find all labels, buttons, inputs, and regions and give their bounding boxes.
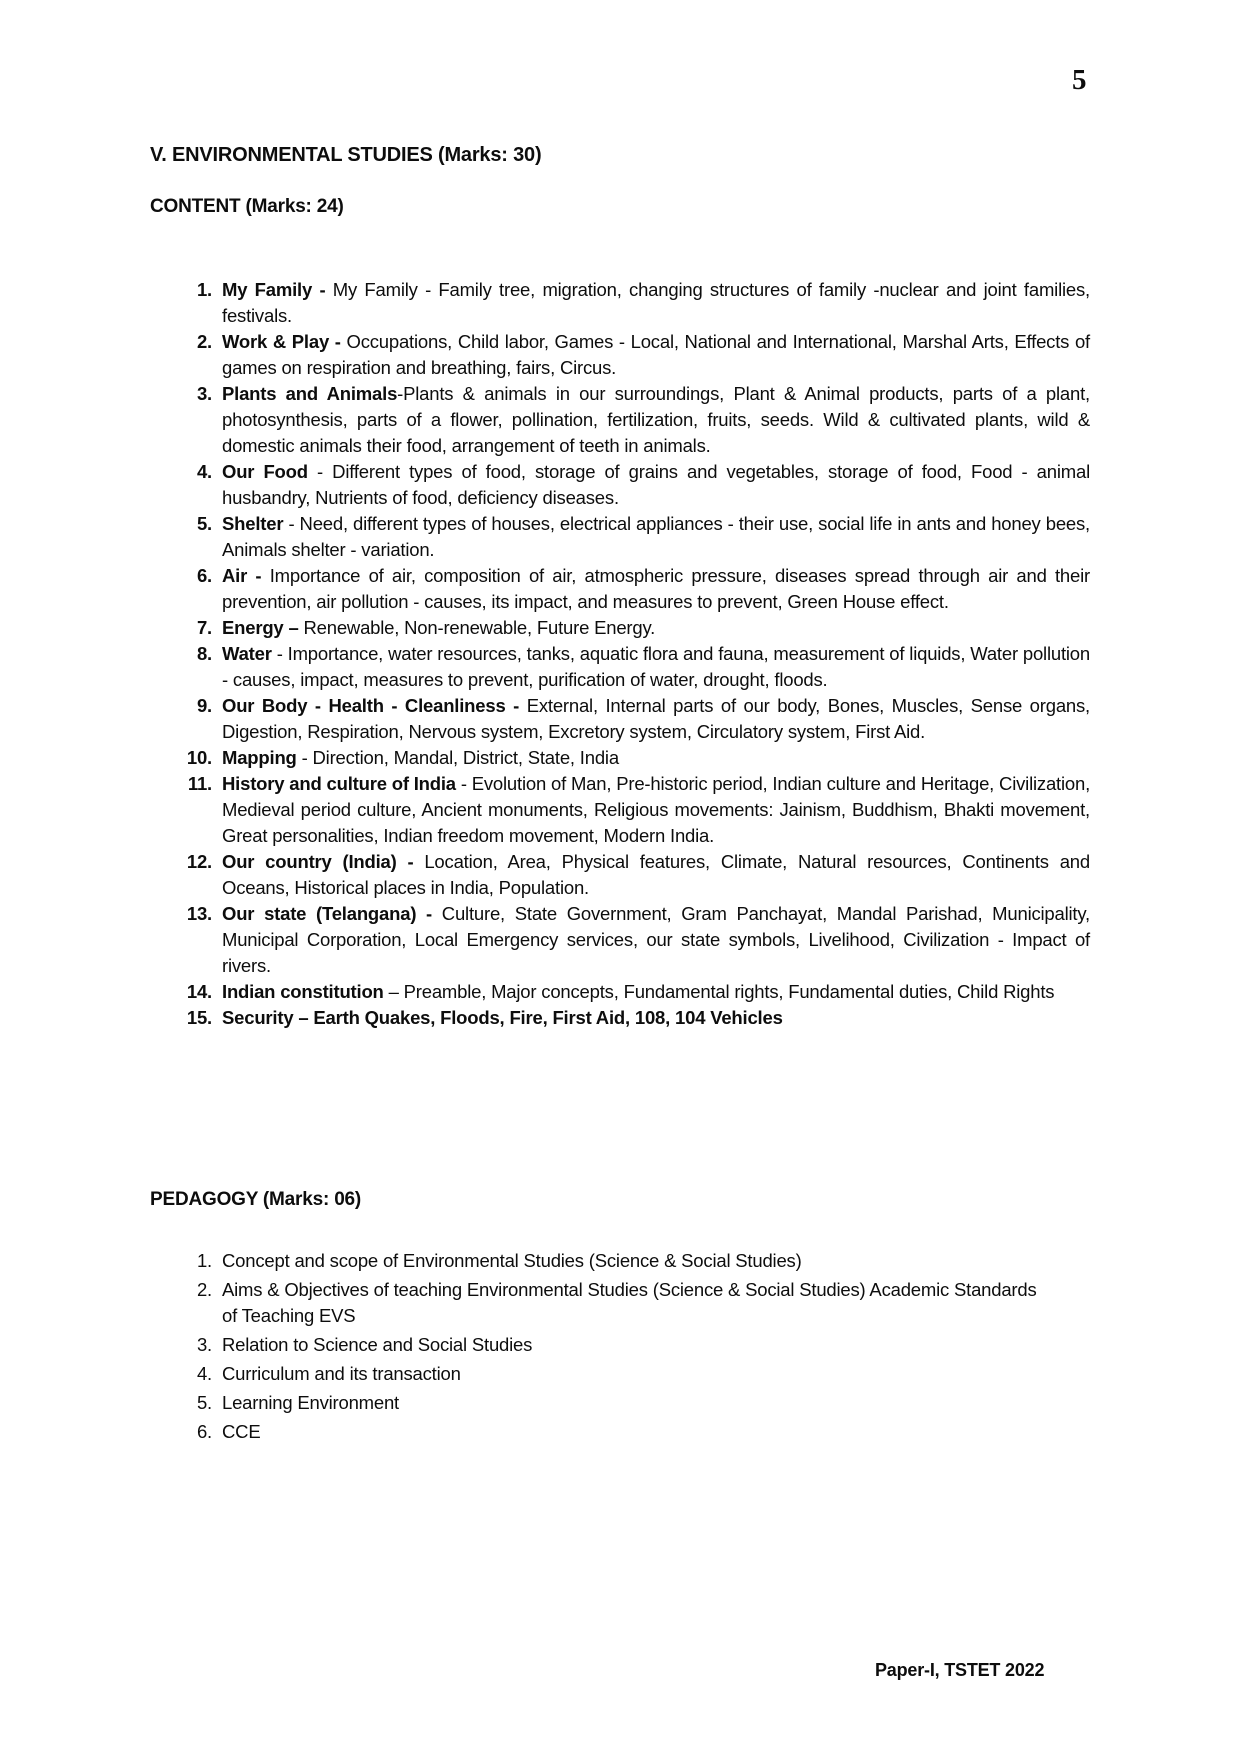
item-number: 5. (196, 1392, 212, 1413)
item-title: Our state (Telangana) - (222, 903, 442, 924)
pedagogy-item (185, 1277, 1065, 1329)
pedagogy-item (185, 1332, 1065, 1358)
item-body: Location, Area, Physical features, Climate, Natural resources, Continents and Oceans, Historical places in India, Population. (222, 851, 1090, 898)
item-body: -Plants & animals in our surroundings, Plant & Animal products, parts of a plant, photosynthesis, parts of a flower, pollination, fertilization, fruits, seeds. Wild & cultivated plants, wild & domestic animals their food, arrangement of teeth in animals. (222, 383, 1090, 456)
item-title: Our country (India) - (222, 851, 425, 872)
item-title: Water (222, 643, 272, 664)
item-body: Occupations, Child labor, Games - Local, National and International, Marshal Arts, Effects of games on respiration and breathing, fairs, Circus. (222, 331, 1090, 378)
item-number: 2. (196, 1279, 212, 1300)
section-title: V. ENVIRONMENTAL STUDIES (Marks: 30) (150, 144, 542, 166)
pedagogy-item (185, 1419, 1065, 1445)
item-title: History and culture of India (222, 773, 456, 794)
item-number: 4. (196, 1363, 212, 1384)
item-number: 5. (196, 513, 212, 534)
item-text (222, 745, 1090, 771)
content-list (185, 277, 1090, 1031)
content-heading: CONTENT (Marks: 24) (150, 196, 344, 217)
pedagogy-list (185, 1248, 1065, 1448)
item-body: - Importance, water resources, tanks, aquatic flora and fauna, measurement of liquids, Water pollution - causes, impact, measures to prevent, purification of water, drought, floods. (222, 643, 1090, 690)
content-item (185, 615, 1090, 641)
content-item (185, 979, 1090, 1005)
pedagogy-item (185, 1390, 1065, 1416)
pedagogy-item (185, 1361, 1065, 1387)
item-title: Energy – (222, 617, 304, 638)
item-text: Concept and scope of Environmental Studies (Science & Social Studies) (222, 1250, 802, 1271)
item-body: External, Internal parts of our body, Bones, Muscles, Sense organs, Digestion, Respiration, Nervous system, Excretory system, Circulatory system, First Aid. (222, 695, 1090, 742)
item-body: Earth Quakes, Floods, Fire, First Aid, 108, 104 Vehicles (313, 1007, 783, 1028)
content-item (185, 511, 1090, 563)
content-item (185, 381, 1090, 459)
item-number: 7. (196, 617, 212, 638)
item-text (222, 849, 1090, 901)
content-item (185, 329, 1090, 381)
item-text (222, 979, 1090, 1005)
item-text: Aims & Objectives of teaching Environmental Studies (Science & Social Studies) Academic Standards of Teaching EVS (222, 1279, 1037, 1326)
item-number: 13. (186, 903, 212, 924)
item-number: 15. (186, 1007, 212, 1028)
item-body: Importance of air, composition of air, atmospheric pressure, diseases spread through air and their prevention, air pollution - causes, its impact, and measures to prevent, Green House effect. (222, 565, 1090, 612)
item-title: Indian constitution (222, 981, 384, 1002)
item-title: Plants and Animals (222, 383, 398, 404)
item-body: My Family - Family tree, migration, changing structures of family -nuclear and joint families, festivals. (222, 279, 1090, 326)
item-number: 8. (196, 643, 212, 664)
item-number: 9. (196, 695, 212, 716)
item-text (222, 277, 1090, 329)
content-item (185, 693, 1090, 745)
item-text: Relation to Science and Social Studies (222, 1334, 533, 1355)
page-number: 5 (1072, 64, 1087, 96)
content-item (185, 641, 1090, 693)
content-item (185, 1005, 1090, 1031)
item-number: 4. (196, 461, 212, 482)
item-number: 1. (196, 279, 212, 300)
item-text (222, 381, 1090, 459)
item-body: – Preamble, Major concepts, Fundamental rights, Fundamental duties, Child Rights (383, 981, 1055, 1002)
footer-label: Paper-I, TSTET 2022 (875, 1660, 1045, 1680)
pedagogy-item (185, 1248, 1065, 1274)
item-text (222, 641, 1090, 693)
item-number: 6. (196, 1421, 212, 1442)
item-title: Our Food (222, 461, 308, 482)
item-number: 3. (196, 383, 212, 404)
item-body: - Different types of food, storage of grains and vegetables, storage of food, Food - animal husbandry, Nutrients of food, deficiency diseases. (222, 461, 1090, 508)
item-title: Security – (222, 1007, 314, 1028)
item-number: 14. (186, 981, 212, 1002)
item-text (222, 329, 1090, 381)
pedagogy-heading: PEDAGOGY (Marks: 06) (150, 1189, 362, 1210)
item-title: Mapping (222, 747, 302, 768)
item-text: Learning Environment (222, 1392, 399, 1413)
item-text (222, 693, 1090, 745)
item-text (222, 1005, 1090, 1031)
item-body: Renewable, Non-renewable, Future Energy. (303, 617, 656, 638)
item-number: 10. (186, 747, 212, 768)
content-item (185, 563, 1090, 615)
item-title: Work & Play - (222, 331, 347, 352)
item-title: Our Body - Health - Cleanliness - (222, 695, 527, 716)
item-text: Curriculum and its transaction (222, 1363, 461, 1384)
content-item (185, 459, 1090, 511)
item-body: Culture, State Government, Gram Panchayat, Mandal Parishad, Municipality, Municipal Corporation, Local Emergency services, our state symbols, Livelihood, Civilization - Impact of rivers. (222, 903, 1090, 976)
item-text (222, 563, 1090, 615)
item-title: My Family - (222, 279, 333, 300)
item-number: 11. (187, 773, 212, 794)
item-number: 1. (196, 1250, 212, 1271)
item-number: 2. (196, 331, 212, 352)
item-body: - Direction, Mandal, District, State, India (301, 747, 619, 768)
item-text (222, 459, 1090, 511)
item-text (222, 901, 1090, 979)
content-item (185, 771, 1090, 849)
content-item (185, 745, 1090, 771)
item-title: Shelter (222, 513, 284, 534)
item-text (222, 615, 1090, 641)
item-text: CCE (222, 1421, 261, 1442)
content-item (185, 277, 1090, 329)
item-body: - Evolution of Man, Pre-historic period, Indian culture and Heritage, Civilization, Medieval period culture, Ancient monuments, Religious movements: Jainism, Buddhism, Bhakti movement, Great personalities, Indian freedom movement, Modern India. (222, 773, 1091, 846)
content-item (185, 849, 1090, 901)
item-title: Air - (222, 565, 270, 586)
item-text (222, 771, 1090, 849)
item-number: 6. (196, 565, 212, 586)
item-body: - Need, different types of houses, electrical appliances - their use, social life in ants and honey bees, Animals shelter - variation. (222, 513, 1090, 560)
item-number: 3. (196, 1334, 212, 1355)
item-number: 12. (186, 851, 212, 872)
item-text (222, 511, 1090, 563)
content-item (185, 901, 1090, 979)
